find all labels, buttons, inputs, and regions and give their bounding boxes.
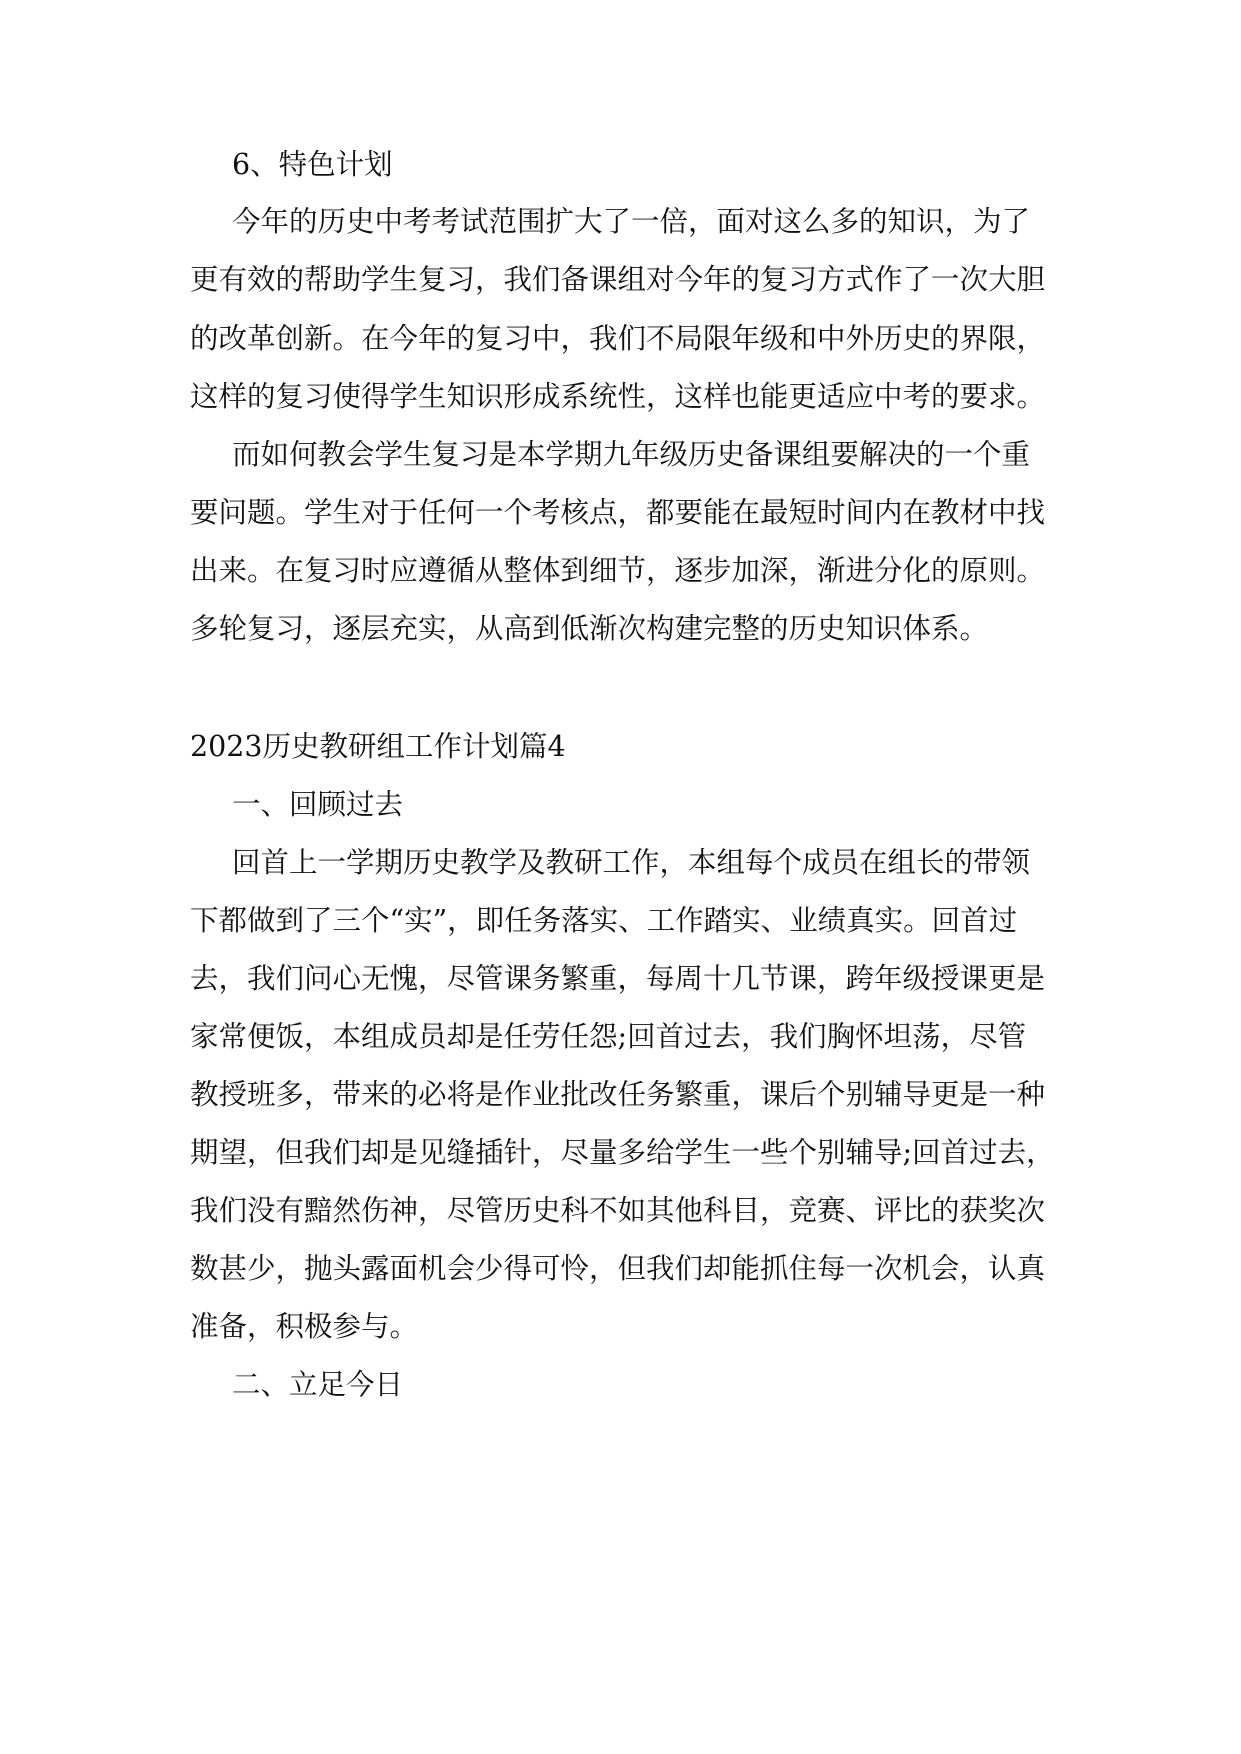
paragraph-line: 要问题。学生对于任何一个考核点，都要能在最短时间内在教材中找: [190, 496, 1046, 529]
paragraph-line: 而如何教会学生复习是本学期九年级历史备课组要解决的一个重: [232, 438, 1031, 471]
paragraph-line: 我们没有黯然伤神，尽管历史科不如其他科目，竞赛、评比的获奖次: [190, 1194, 1046, 1227]
paragraph-line: 数甚少，抛头露面机会少得可怜，但我们却能抓住每一次机会，认真: [190, 1252, 1046, 1285]
paragraph-line: 的改革创新。在今年的复习中，我们不局限年级和中外历史的界限，: [190, 322, 1046, 355]
paragraph-line: 回首上一学期历史教学及教研工作，本组每个成员在组长的带领: [232, 846, 1031, 879]
paragraph-line: 家常便饭，本组成员却是任劳任怨;回首过去，我们胸怀坦荡，尽管: [190, 1020, 1027, 1053]
paragraph-line: 这样的复习使得学生知识形成系统性，这样也能更适应中考的要求。: [190, 380, 1046, 413]
paragraph-line: 更有效的帮助学生复习，我们备课组对今年的复习方式作了一次大胆: [190, 263, 1046, 296]
paragraph-line: 准备，积极参与。: [190, 1310, 419, 1343]
section-heading: 6、特色计划: [232, 148, 393, 181]
paragraph-line: 去，我们问心无愧，尽管课务繁重，每周十几节课，跨年级授课更是: [190, 962, 1046, 995]
article-title: 2023历史教研组工作计划篇4: [190, 730, 566, 763]
paragraph-line: 多轮复习，逐层充实，从高到低渐次构建完整的历史知识体系。: [190, 612, 989, 645]
paragraph-line: 出来。在复习时应遵循从整体到细节，逐步加深，渐进分化的原则。: [190, 554, 1046, 587]
section-heading: 二、立足今日: [232, 1368, 404, 1401]
paragraph-line: 今年的历史中考考试范围扩大了一倍，面对这么多的知识，为了: [232, 205, 1031, 238]
paragraph-line: 教授班多，带来的必将是作业批改任务繁重，课后个别辅导更是一种: [190, 1078, 1046, 1111]
paragraph-line: 期望，但我们却是见缝插针，尽量多给学生一些个别辅导;回首过去，: [190, 1136, 1055, 1169]
section-heading: 一、回顾过去: [232, 788, 404, 821]
paragraph-line: 下都做到了三个“实”，即任务落实、工作踏实、业绩真实。回首过: [190, 904, 1018, 937]
